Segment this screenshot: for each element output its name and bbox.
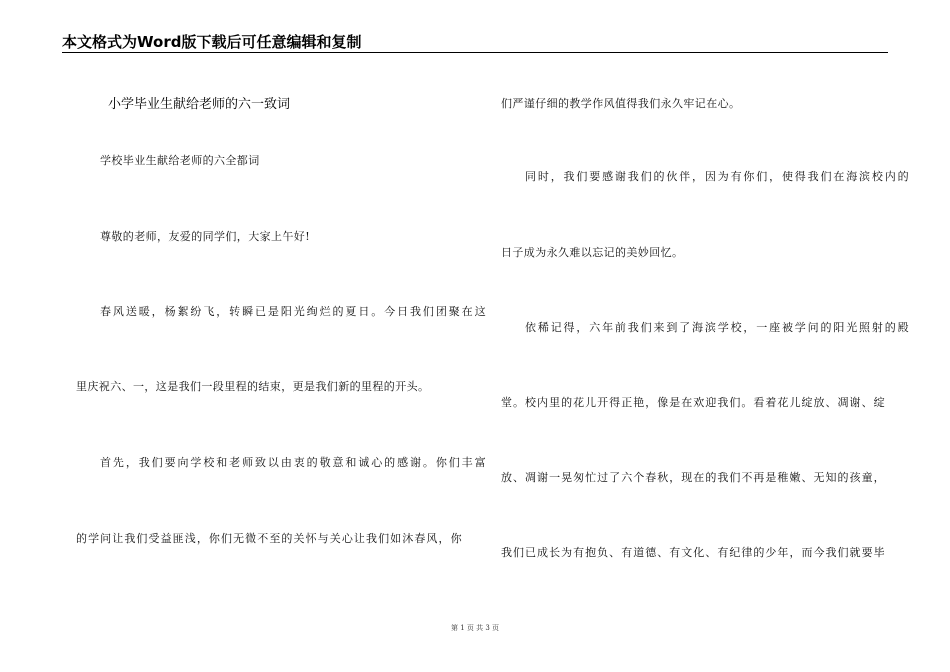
- document-title: 小学毕业生献给老师的六一致词: [107, 97, 290, 112]
- paragraph-line: 学校毕业生献给老师的六全都词: [100, 154, 260, 167]
- document-banner: 本文格式为Word版下载后可任意编辑和复制: [62, 33, 362, 51]
- paragraph-line: 首先，我们要向学校和老师致以由衷的敬意和诚心的感谢。你们丰富: [100, 456, 486, 469]
- paragraph-line: 日子成为永久难以忘记的美妙回忆。: [501, 246, 684, 259]
- paragraph-line: 我们已成长为有抱负、有道德、有文化、有纪律的少年，而今我们就要毕: [501, 546, 885, 559]
- paragraph-line: 堂。校内里的花儿开得正艳，像是在欢迎我们。看着花儿绽放、凋谢、绽: [501, 396, 885, 409]
- paragraph-line: 尊敬的老师，友爱的同学们，大家上午好!: [100, 230, 311, 243]
- paragraph-line: 们严谨仔细的教学作风值得我们永久牢记在心。: [501, 97, 741, 110]
- paragraph-line: 的学问让我们受益匪浅，你们无微不至的关怀与关心让我们如沐春风，你: [76, 532, 462, 545]
- paragraph-line: 依稀记得，六年前我们来到了海滨学校，一座被学问的阳光照射的殿: [525, 321, 909, 334]
- paragraph-line: 春风送暖，杨絮纷飞，转瞬已是阳光绚烂的夏日。今日我们团聚在这: [100, 305, 486, 318]
- paragraph-line: 放、凋谢一晃匆忙过了六个春秋，现在的我们不再是稚嫩、无知的孩童，: [501, 471, 885, 484]
- paragraph-line: 里庆祝六、一，这是我们一段里程的结束，更是我们新的里程的开头。: [76, 380, 430, 393]
- paragraph-line: 同时，我们要感谢我们的伙伴，因为有你们，使得我们在海滨校内的: [525, 170, 909, 183]
- right-column: [501, 0, 909, 672]
- page-number-footer: 第 1 页 共 3 页: [450, 624, 500, 632]
